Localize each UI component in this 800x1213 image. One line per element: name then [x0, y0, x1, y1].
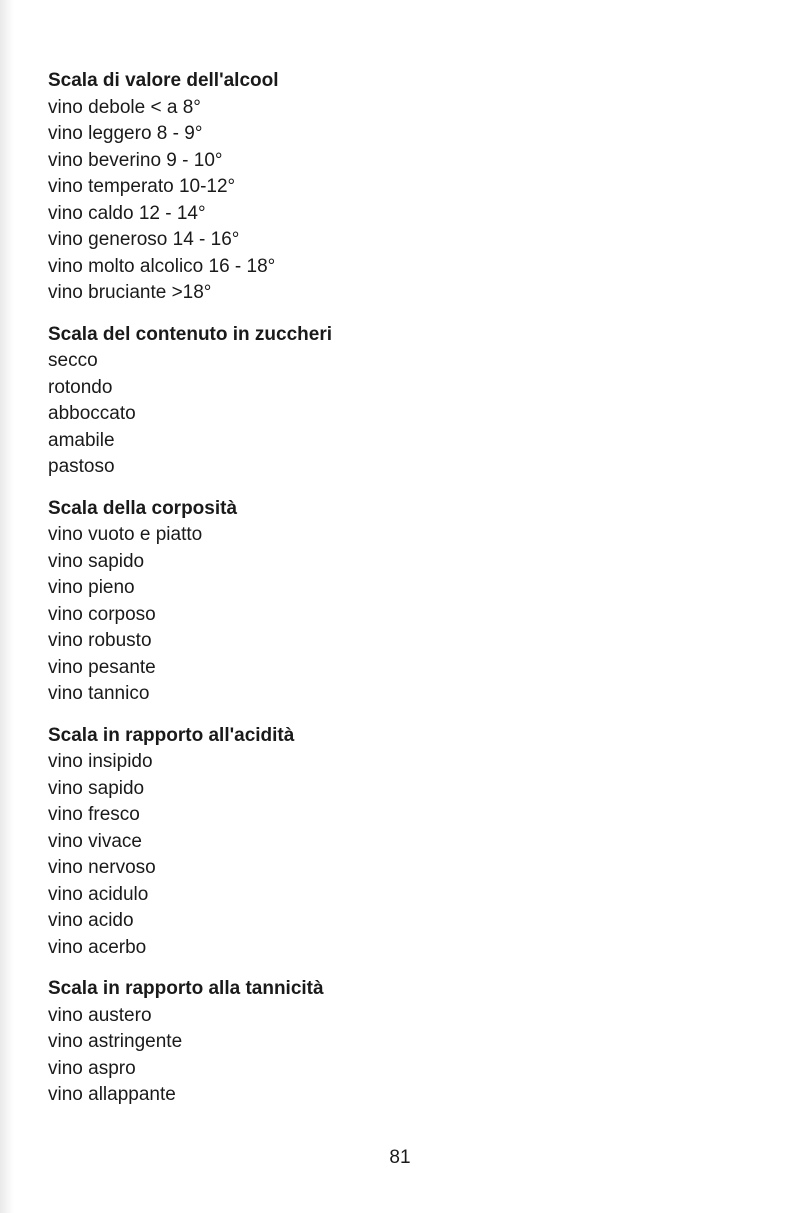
list-item: vino robusto: [48, 630, 152, 651]
entry-list: [48, 1003, 748, 1109]
list-item: vino allappante: [48, 1084, 176, 1105]
list-item: pastoso: [48, 456, 115, 477]
section-title: Scala del contenuto in zuccheri: [48, 323, 333, 345]
list-item: vino acidulo: [48, 883, 149, 905]
list-item: vino insipido: [48, 751, 153, 772]
list-item: secco: [48, 350, 98, 371]
list-item: vino leggero 8 - 9°: [48, 123, 203, 144]
list-item: vino caldo 12 - 14°: [48, 202, 206, 224]
list-item: vino temperato 10-12°: [48, 176, 236, 197]
list-item: vino vuoto e piatto: [48, 524, 203, 545]
list-item: amabile: [48, 429, 115, 451]
list-item: vino acido: [48, 910, 134, 931]
entry-list: [48, 95, 748, 307]
list-item: abboccato: [48, 403, 136, 424]
page-binding-edge: [0, 0, 14, 1213]
list-item: vino generoso 14 - 16°: [48, 229, 240, 250]
section-title: Scala in rapporto all'acidità: [48, 724, 295, 746]
list-item: vino tannico: [48, 683, 150, 704]
list-item: vino pesante: [48, 656, 156, 678]
page-number: 81: [389, 1147, 411, 1168]
section-body-scale: [48, 496, 748, 708]
list-item: vino astringente: [48, 1031, 183, 1052]
list-item: vino sapido: [48, 550, 145, 572]
section-title: Scala in rapporto alla tannicità: [48, 978, 324, 999]
section-sugar-scale: [48, 322, 748, 481]
section-title: Scala di valore dell'alcool: [48, 70, 279, 91]
section-acidity-scale: [48, 723, 748, 962]
list-item: vino beverino 9 - 10°: [48, 149, 223, 171]
list-item: vino vivace: [48, 830, 142, 852]
list-item: vino pieno: [48, 577, 135, 598]
list-item: vino debole < a 8°: [48, 96, 201, 118]
list-item: rotondo: [48, 376, 113, 398]
list-item: vino nervoso: [48, 857, 156, 878]
list-item: vino molto alcolico 16 - 18°: [48, 255, 276, 277]
entry-list: [48, 749, 748, 961]
list-item: vino aspro: [48, 1057, 136, 1079]
list-item: vino bruciante >18°: [48, 282, 212, 303]
entry-list: [48, 348, 748, 481]
list-item: vino austero: [48, 1004, 152, 1026]
list-item: vino fresco: [48, 804, 140, 825]
section-alcohol-scale: [48, 68, 748, 307]
entry-list: [48, 522, 748, 708]
section-tannin-scale: [48, 976, 748, 1109]
list-item: vino sapido: [48, 777, 145, 799]
list-item: vino corposo: [48, 603, 156, 625]
list-item: vino acerbo: [48, 936, 147, 958]
page-content: [48, 68, 748, 1124]
section-title: Scala della corposità: [48, 497, 238, 519]
